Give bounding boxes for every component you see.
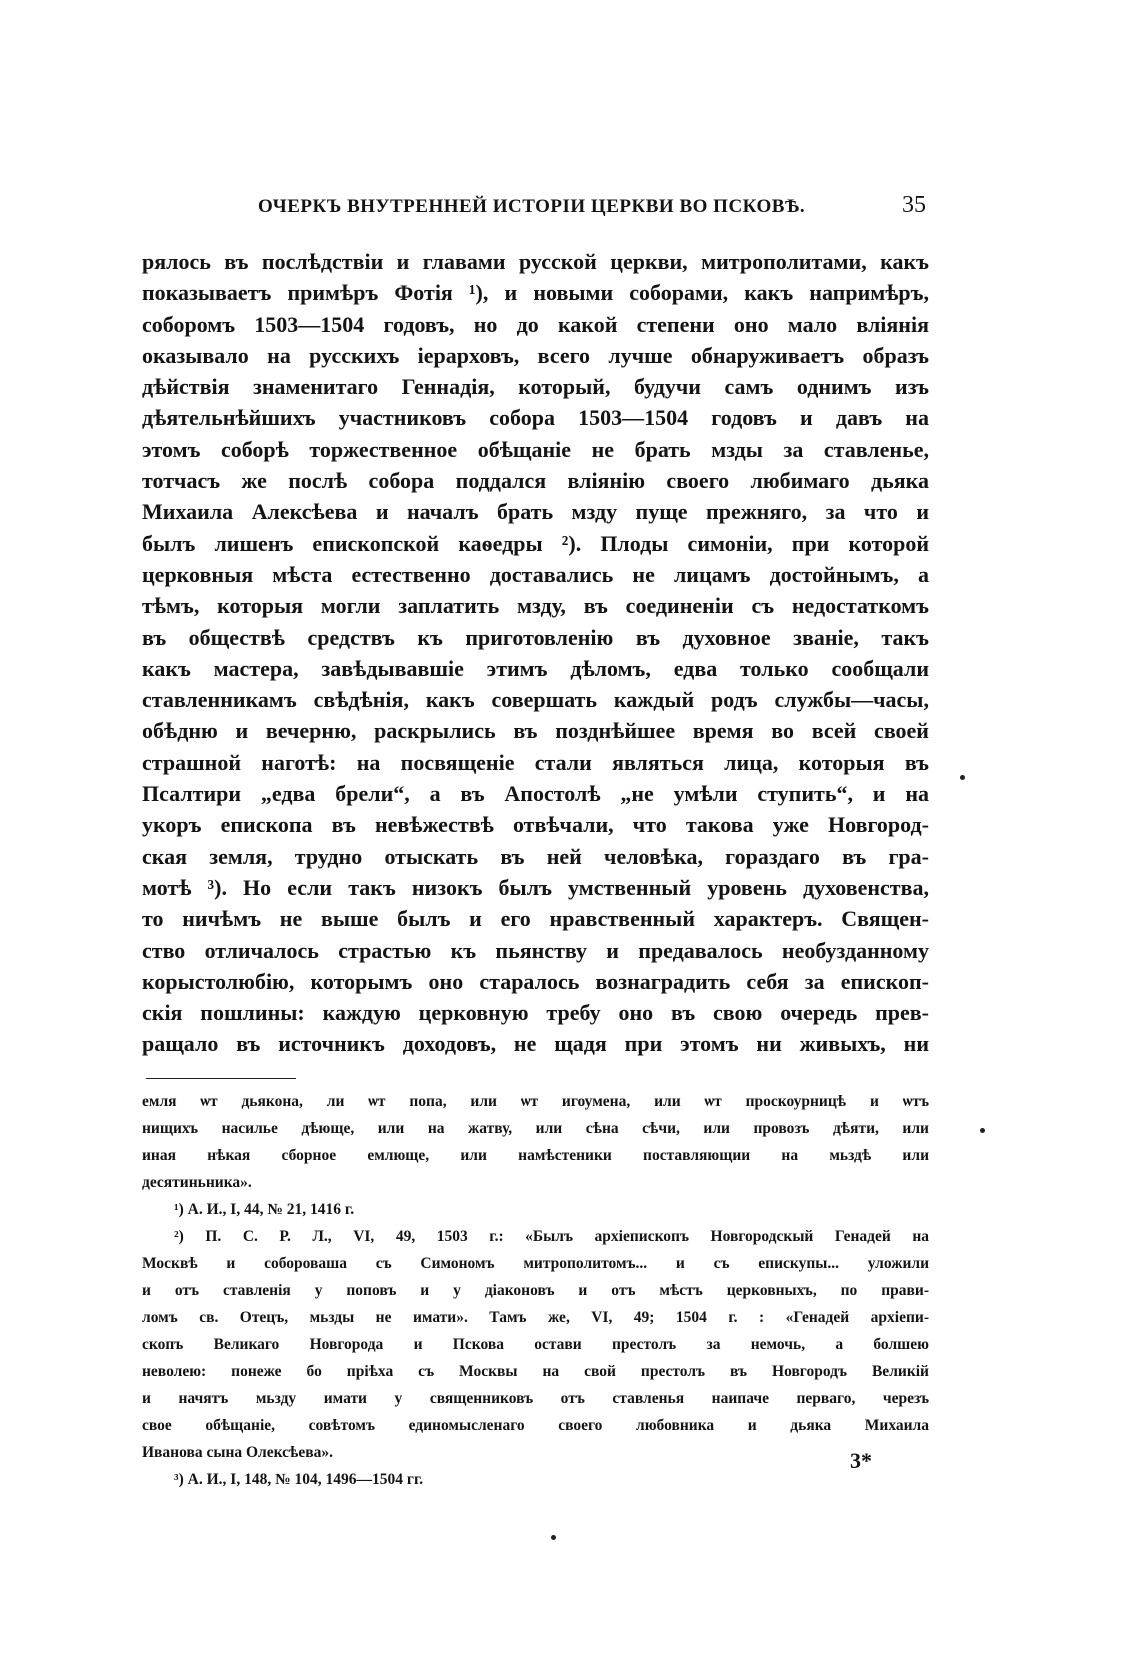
text-line: тотчасъ же послѣ собора поддался вліянію своего любимаго дьяка <box>142 468 929 494</box>
main-text <box>142 246 929 1060</box>
text-line: рялось въ послѣдствіи и главами русской церкви, митрополитами, какъ <box>142 249 929 274</box>
footnote-line: свое обѣщаніе, совѣтомъ единомысленаго своего любовника и дьяка Михаила <box>142 1417 929 1434</box>
text-line: показываетъ примѣръ Фотія ¹), и новыми соборами, какъ напримѣръ, <box>142 280 929 306</box>
footnote-separator <box>146 1078 296 1079</box>
text-line: укоръ епископа въ невѣжествѣ отвѣчали, что такова уже Новгород- <box>142 812 929 838</box>
text-line: корыстолюбію, которымъ оно старалось вознаградить себя за епископ- <box>142 968 929 994</box>
text-line: ставленникамъ свѣдѣнія, какъ совершать каждый родъ службы—часы, <box>142 687 929 713</box>
text-line: церковныя мѣста естественно доставались не лицамъ достойнымъ, а <box>142 561 929 587</box>
footnote-3: ³) А. И., I, 148, № 104, 1496—1504 гг. <box>174 1471 424 1488</box>
speck-mark <box>960 775 965 780</box>
footnote-line: иная нѣкая сборное емлюще, или намѣстеники поставляющии на мьздѣ или <box>142 1147 929 1164</box>
text-line: Псалтири „едва брели“, а въ Апостолѣ „не умѣли ступить“, и на <box>142 781 929 807</box>
text-line: Михаила Алексѣева и началъ брать мзду пуще прежняго, за что и <box>142 499 929 525</box>
footnote-line: нищихъ насилье дѣюще, или на жатву, или сѣна сѣчи, или провозъ дѣяти, или <box>142 1120 929 1137</box>
text-line: дѣятельнѣйшихъ участниковъ собора 1503—1504 годовъ и давъ на <box>142 405 929 431</box>
footnote-line: ломъ св. Отецъ, мьзды не имати». Тамъ же, VI, 49; 1504 г. : «Генадей архіепи- <box>142 1309 929 1326</box>
page-header <box>258 192 926 226</box>
page-number: 35 <box>902 192 926 218</box>
text-line: обѣдню и вечерню, раскрылись въ позднѣйшее время во всей своей <box>142 718 929 744</box>
text-line: ская земля, трудно отыскать въ ней человѣка, гораздаго въ гра- <box>142 843 929 869</box>
footnote-line: и начятъ мьзду имати у священниковъ отъ ставленья наипаче перваго, черезъ <box>142 1390 929 1407</box>
footnote-2: ²) П. С. Р. Л., VI, 49, 1503 г.: «Былъ архіепископъ Новгородскый Генадей на <box>174 1228 929 1245</box>
text-line: какъ мастера, завѣдывавшіе этимъ дѣломъ, едва только сообщали <box>142 655 929 681</box>
text-line: страшной наготѣ: на посвященіе стали являться лица, которыя въ <box>142 749 929 775</box>
footnote-line: емля ѡт дьякона, ли ѡт попа, или ѡт игоумена, или ѡт проскоурницѣ и ѡтъ <box>142 1093 929 1110</box>
footnote-line: десятиньника». <box>142 1174 252 1191</box>
text-line: былъ лишенъ епископской каѳедры ²). Плоды симоніи, при которой <box>142 530 929 556</box>
running-head: ОЧЕРКЪ ВНУТРЕННЕЙ ИСТОРІИ ЦЕРКВИ ВО ПСКОВѢ. <box>258 196 806 217</box>
text-line: ство отличалось страстью къ пьянству и предавалось необузданному <box>142 937 929 963</box>
text-line: тѣмъ, которыя могли заплатить мзду, въ соединеніи съ недостаткомъ <box>142 593 929 619</box>
speck-mark <box>980 1128 985 1133</box>
signature-mark: 3* <box>850 1448 872 1473</box>
footnote-line: неволею: понеже бо пріѣха съ Москвы на свой престолъ въ Новгородъ Великій <box>142 1363 929 1380</box>
text-line: скія пошлины: каждую церковную требу оно въ свою очередь прев- <box>142 1000 929 1026</box>
footnote-line: Иванова сына Олексѣева». <box>142 1444 333 1461</box>
speck-mark <box>551 1535 556 1540</box>
text-line: мотѣ ³). Но если такъ низокъ былъ умственный уровень духовенства, <box>142 874 929 900</box>
text-line: соборомъ 1503—1504 годовъ, но до какой степени оно мало вліянія <box>142 311 929 337</box>
text-line: дѣйствія знаменитаго Геннадія, который, будучи самъ однимъ изъ <box>142 374 929 400</box>
footnotes <box>142 1088 929 1493</box>
footnote-line: Москвѣ и собороваша съ Симономъ митрополитомъ... и съ епискупы... уложили <box>142 1255 929 1272</box>
text-line: этомъ соборѣ торжественное обѣщаніе не брать мзды за ставленье, <box>142 436 929 462</box>
footnote-line: и отъ ставленія у поповъ и у діаконовъ и отъ мѣстъ церковныхъ, по прави- <box>142 1282 929 1299</box>
text-line: въ обществѣ средствъ къ приготовленію въ духовное званіе, такъ <box>142 624 929 650</box>
footnote-1: ¹) А. И., I, 44, № 21, 1416 г. <box>174 1201 355 1218</box>
text-line: то ничѣмъ не выше былъ и его нравственный характеръ. Священ- <box>142 906 929 932</box>
text-line: оказывало на русскихъ іерарховъ, всего лучше обнаруживаетъ образъ <box>142 342 929 368</box>
text-line: ращало въ источникъ доходовъ, не щадя при этомъ ни живыхъ, ни <box>142 1031 929 1057</box>
footnote-line: скопъ Великаго Новгорода и Пскова остави престолъ за немочь, а болшею <box>142 1336 929 1353</box>
